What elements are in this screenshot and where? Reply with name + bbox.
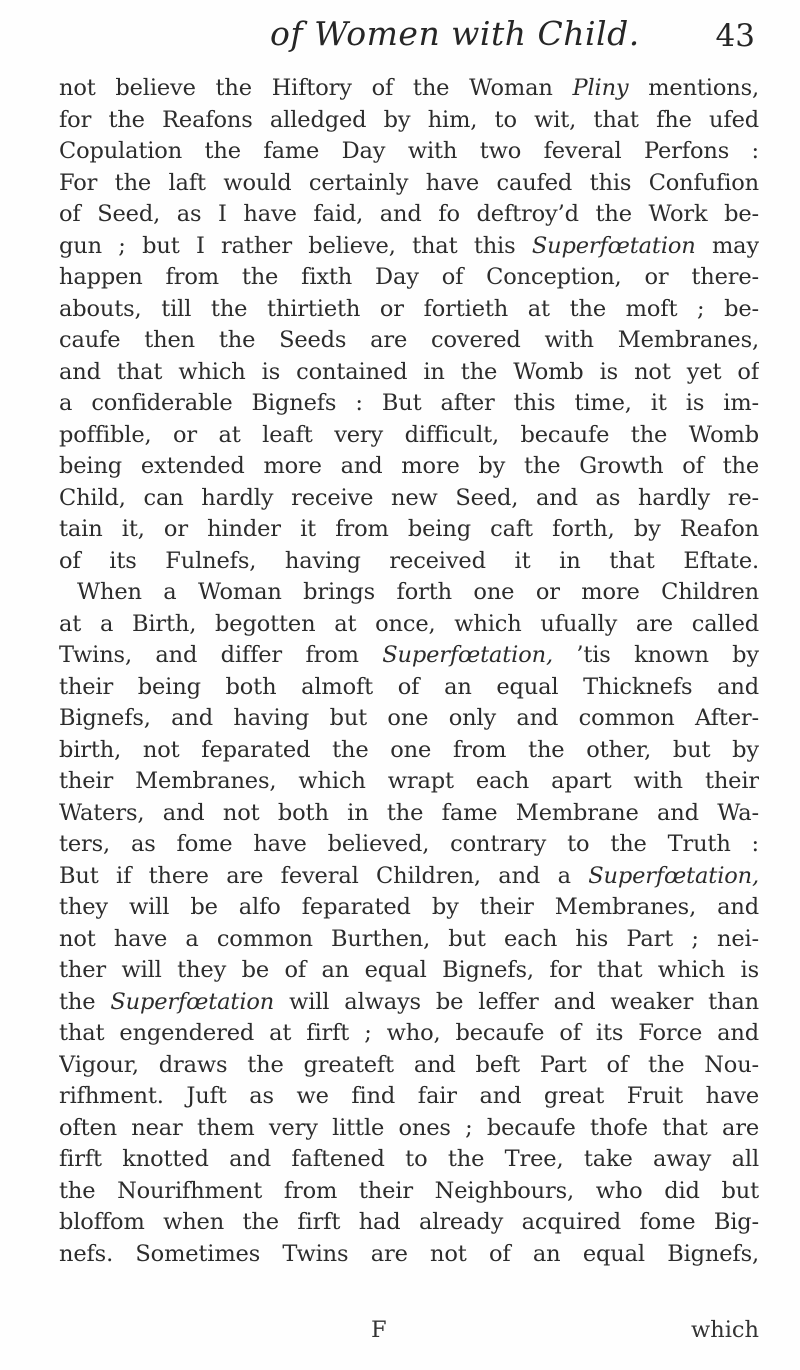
text-segment: a confiderable Bignefs : But after this time, it is im- [59,390,759,416]
text-segment: may [695,232,759,259]
text-segment: that engendered at firft ; who, becaufe of its Force and [59,1020,759,1046]
text-line [59,168,759,200]
italic-term: Superfœtation [110,988,275,1015]
text-line [59,294,759,326]
text-segment: often near them very little ones ; becaufe thofe that are [59,1114,759,1141]
text-segment: For the laft would certainly have caufed this Confufion [59,169,759,196]
text-segment: abouts, till the thirtieth or fortieth at the moft ; be- [59,295,759,322]
text-line [59,325,759,357]
text-segment: Twins, and differ from [59,642,383,668]
page-header [45,10,757,70]
italic-term: Superfœtation [531,232,696,259]
text-line [59,955,759,987]
text-segment: Waters, and not both in the fame Membrane and Wa- [59,799,759,826]
text-segment: at a Birth, begotten at once, which ufually are called [59,610,759,637]
text-line [59,987,759,1019]
text-line [59,766,759,798]
text-segment: happen from the fixth Day of Conception, or there- [59,264,759,290]
text-segment: not believe the Hiftory of the Woman [59,75,573,101]
text-segment: ’tis known by [552,642,759,668]
text-segment: Bignefs, and having but one only and common After- [59,705,759,731]
text-line [59,231,759,263]
text-segment: Vigour, draws the greateft and beft Part of the Nou- [59,1051,759,1078]
signature-mark: F [371,1317,387,1343]
text-segment: Child, can hardly receive new Seed, and as hardly re- [59,484,759,511]
text-segment: will always be leffer and weaker than [274,988,759,1015]
text-line [59,357,759,389]
text-line [59,861,759,893]
text-line [59,262,759,294]
text-segment: their Membranes, which wrapt each apart with their [59,768,759,794]
text-segment: of its Fulnefs, having received it in that Eftate. [59,547,759,574]
text-line [59,136,759,168]
text-segment: ther will they be of an equal Bignefs, for that which is [59,957,759,983]
text-line [59,924,759,956]
text-segment: bloffom when the firft had already acquired fome Big- [59,1209,759,1235]
text-line [59,892,759,924]
text-line [59,514,759,546]
text-line [59,735,759,767]
text-segment: for the Reafons alledged by him, to wit, that fhe ufed [59,106,759,133]
italic-term: Superfœtation, [588,862,759,889]
text-segment: caufe then the Seeds are covered with Membranes, [59,327,759,353]
text-segment: tain it, or hinder it from being caft forth, by Reafon [59,516,759,542]
text-line [59,798,759,830]
page-number: 43 [715,18,755,54]
text-line [59,73,759,105]
text-line [59,451,759,483]
text-line [59,105,759,137]
text-segment: their being both almoft of an equal Thicknefs and [59,673,759,700]
text-segment: being extended more and more by the Growth of the [59,453,759,479]
text-line [59,829,759,861]
text-segment: of Seed, as I have faid, and fo deftroy’d the Work be- [59,201,759,227]
text-segment: poffible, or at leaft very difficult, becaufe the Womb [59,421,759,448]
text-segment: rifhment. Juft as we find fair and great Fruit have [59,1083,759,1109]
text-segment: the [59,988,111,1015]
catchword: which [690,1317,759,1343]
text-line [59,483,759,515]
footer-catchline [59,1317,759,1349]
text-segment: Copulation the fame Day with two feveral Perfons : [59,138,759,164]
text-line [59,1239,759,1271]
italic-term: Pliny [572,75,629,101]
text-segment: birth, not feparated the one from the other, but by [59,736,759,763]
text-line [59,1113,759,1145]
text-line [59,609,759,641]
text-line [59,672,759,704]
text-line [59,1018,759,1050]
text-segment: not have a common Burthen, but each his Part ; nei- [59,925,759,952]
text-segment: nefs. Sometimes Twins are not of an equal Bignefs, [59,1240,759,1267]
text-segment: When a Woman brings forth one or more Children [77,579,759,605]
text-line [59,1050,759,1082]
body-text [59,73,759,1270]
running-title: of Women with Child. [270,14,640,53]
text-segment: firft knotted and faftened to the Tree, take away all [59,1146,759,1172]
text-line [59,420,759,452]
text-segment: gun ; but I rather believe, that this [59,232,532,259]
text-segment: they will be alfo feparated by their Membranes, and [59,894,759,920]
text-segment: But if there are feveral Children, and a [59,862,589,889]
italic-term: Superfœtation, [382,642,553,668]
text-line [59,1176,759,1208]
text-line [59,199,759,231]
text-line [59,703,759,735]
text-segment: ters, as fome have believed, contrary to the Truth : [59,831,759,857]
text-segment: the Nourifhment from their Neighbours, who did but [59,1177,759,1204]
text-line [59,388,759,420]
text-segment: and that which is contained in the Womb is not yet of [59,358,759,385]
text-line [59,1144,759,1176]
text-line [59,640,759,672]
text-line [59,546,759,578]
text-line [59,577,759,609]
text-line [59,1207,759,1239]
text-line [59,1081,759,1113]
text-segment: mentions, [628,75,759,101]
